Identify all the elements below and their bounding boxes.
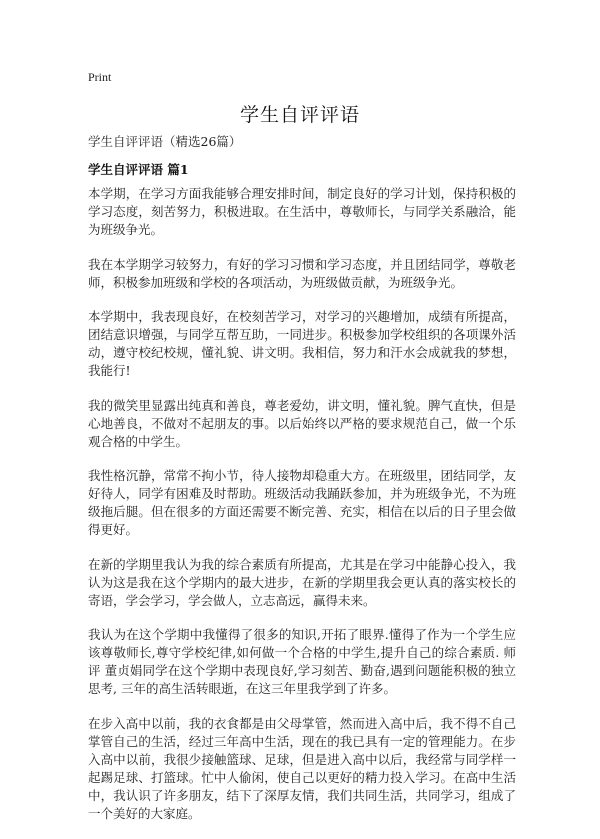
article-body (88, 185, 516, 839)
document-title: 学生自评评语 (239, 104, 360, 126)
paragraph: 本学期，在学习方面我能够合理安排时间，制定良好的学习计划，保持积极的学习态度，刻苦努力，积极进取。在生活中，尊敬师长，与同学关系融洽，能为班级争光。 (88, 186, 516, 237)
print-link[interactable]: Print (88, 70, 112, 84)
paragraph: 我认为在这个学期中我懂得了很多的知识,开拓了眼界.懂得了作为一个学生应该尊敬师长,尊守学校纪律,如何做一个合格的中学生,提升自己的综合素质. 师评 董贞娟同学在这个学期中表现良好,学习刻苦、勤奋,遇到问题能积极的独立思考, 三年的高生活转眼逝，在这三年里我学到了许多。 (88, 627, 516, 696)
paragraph: 我性格沉静，常常不拘小节，待人接物却稳重大方。在班级里，团结同学，友好待人，同学有困难及时帮助。班级活动我踊跃参加，并为班级争光，不为班级拖后腿。但在很多的方面还需要不断完善、充实，相信在以后的日子里会做得更好。 (88, 468, 516, 537)
paragraph: 我的微笑里显露出纯真和善良，尊老爱幼，讲文明，懂礼貌。脾气直快，但是心地善良，不做对不起朋友的事。以后始终以严格的要求规范自己，做一个乐观合格的中学生。 (88, 397, 516, 449)
paragraph: 本学期中，我表现良好，在校刻苦学习，对学习的兴趣增加，成绩有所提高，团结意识增强，与同学互帮互助，一同进步。积极参加学校组织的各项课外活动，遵守校纪校规，懂礼貌、讲文明。我相信，努力和汗水会成就我的梦想，我能行! (88, 309, 516, 378)
document-subtitle: 学生自评评语（精选26篇） (88, 134, 242, 149)
paragraph: 我在本学期学习较努力，有好的学习习惯和学习态度，并且团结同学，尊敬老师，积极参加班级和学校的各项活动，为班级做贡献，为班级争光。 (88, 256, 516, 290)
section-heading: 学生自评评语 篇1 (88, 162, 189, 177)
paragraph: 在新的学期里我认为我的综合素质有所提高，尤其是在学习中能静心投入，我认为这是我在这个学期内的最大进步，在新的学期里我会更认真的落实校长的寄语，学会学习，学会做人，立志高远，赢得未来。 (88, 556, 516, 608)
paragraph: 在步入高中以前，我的衣食都是由父母掌管，然而进入高中后，我不得不自己掌管自己的生活，经过三年高中生活，现在的我已具有一定的管理能力。在步入高中以前，我很少接触篮球、足球，但是进入高中以后，我经常与同学样一起踢足球、打篮球。忙中人偷闲，使自己以更好的精力投入学习。在高中生活中，我认识了许多朋友，结下了深厚友情，我们共同生活，共同学习，组成了一个美好的大家庭。 (88, 715, 516, 821)
